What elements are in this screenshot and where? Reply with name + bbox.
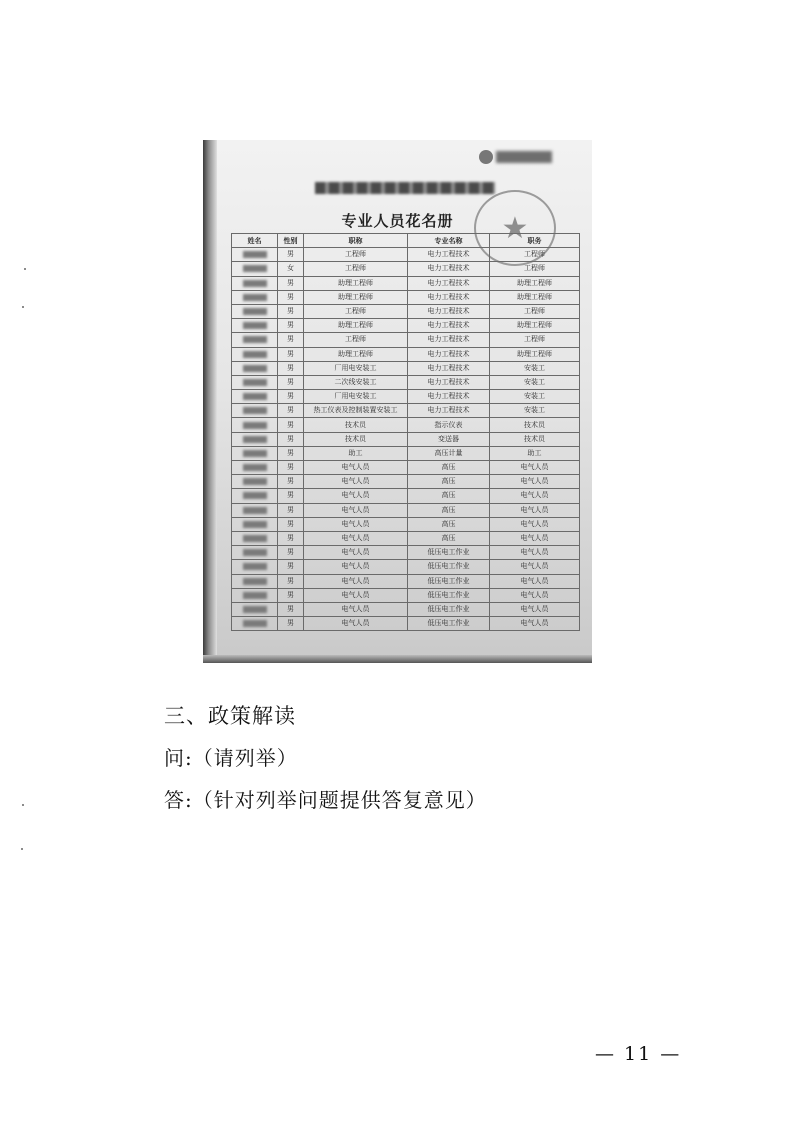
cell-gender: 男 [278,617,304,631]
cell-major: 电力工程技术 [408,375,490,389]
cell-post: 安装工 [490,375,580,389]
cell-gender: 男 [278,588,304,602]
cell-post: 安装工 [490,361,580,375]
company-seal-star-icon: ★ [474,190,556,266]
cell-major: 电力工程技术 [408,390,490,404]
table-row [232,517,580,531]
scan-speck [21,848,23,850]
cell-gender: 男 [278,333,304,347]
cell-post: 工程师 [490,248,580,262]
table-row [232,304,580,318]
scan-speck [22,804,24,806]
cell-gender: 男 [278,432,304,446]
cell-gender: 男 [278,560,304,574]
cell-gender: 男 [278,517,304,531]
cell-title: 工程师 [304,304,408,318]
answer-line: 答:（针对列举问题提供答复意见） [164,788,487,812]
cell-name-redacted [232,446,278,460]
cell-gender: 男 [278,248,304,262]
cell-post: 电气人员 [490,617,580,631]
cell-title: 工程师 [304,333,408,347]
cell-name-redacted [232,489,278,503]
cell-major: 高压 [408,531,490,545]
roster-photo [203,140,592,663]
cell-name-redacted [232,517,278,531]
scan-speck [22,306,24,308]
cell-title: 助理工程师 [304,347,408,361]
cell-major: 低压电工作业 [408,617,490,631]
cell-name-redacted [232,304,278,318]
roster-body [232,248,580,631]
table-row [232,404,580,418]
cell-title: 厂用电安装工 [304,390,408,404]
cell-post: 电气人员 [490,461,580,475]
table-row [232,588,580,602]
cell-gender: 男 [278,319,304,333]
cell-gender: 男 [278,304,304,318]
table-row [232,432,580,446]
logo-text-redacted [496,151,552,163]
cell-name-redacted [232,276,278,290]
section-heading: 三、政策解读 [164,704,296,728]
roster-title: 专业人员花名册 [341,212,454,230]
cell-title: 电气人员 [304,574,408,588]
cell-gender: 男 [278,503,304,517]
cell-post: 电气人员 [490,588,580,602]
cell-post: 技术员 [490,418,580,432]
cell-title: 技术员 [304,432,408,446]
cell-post: 安装工 [490,390,580,404]
cell-post: 助理工程师 [490,347,580,361]
cell-major: 电力工程技术 [408,319,490,333]
table-row [232,375,580,389]
cell-major: 高压 [408,489,490,503]
header-major: 专业名称 [408,234,490,248]
roster-header-row [232,234,580,248]
cell-major: 电力工程技术 [408,333,490,347]
cell-name-redacted [232,432,278,446]
cell-gender: 男 [278,276,304,290]
logo-mark-icon [479,150,493,164]
cell-gender: 男 [278,574,304,588]
cell-gender: 男 [278,489,304,503]
cell-title: 助理工程师 [304,319,408,333]
cell-title: 电气人员 [304,489,408,503]
cell-name-redacted [232,574,278,588]
cell-title: 电气人员 [304,617,408,631]
cell-post: 电气人员 [490,503,580,517]
cell-gender: 男 [278,375,304,389]
cell-title: 电气人员 [304,602,408,616]
cell-name-redacted [232,248,278,262]
cell-name-redacted [232,531,278,545]
cell-major: 低压电工作业 [408,574,490,588]
cell-gender: 男 [278,361,304,375]
cell-post: 电气人员 [490,475,580,489]
cell-gender: 男 [278,390,304,404]
cell-name-redacted [232,262,278,276]
cell-title: 助理工程师 [304,290,408,304]
cell-title: 电气人员 [304,531,408,545]
cell-title: 电气人员 [304,560,408,574]
cell-major: 高压 [408,461,490,475]
cell-name-redacted [232,347,278,361]
table-row [232,290,580,304]
cell-title: 电气人员 [304,461,408,475]
table-row [232,461,580,475]
cell-major: 高压 [408,517,490,531]
cell-major: 变送器 [408,432,490,446]
cell-name-redacted [232,461,278,475]
header-name: 姓名 [232,234,278,248]
cell-major: 电力工程技术 [408,262,490,276]
question-line: 问:（请列举） [164,746,298,770]
company-name-redacted [315,182,495,194]
table-row [232,390,580,404]
cell-post: 电气人员 [490,546,580,560]
page-number: — 11 — [595,1043,682,1065]
cell-name-redacted [232,404,278,418]
table-row [232,333,580,347]
cell-post: 工程师 [490,304,580,318]
cell-major: 低压电工作业 [408,560,490,574]
cell-major: 电力工程技术 [408,304,490,318]
cell-post: 工程师 [490,333,580,347]
cell-gender: 男 [278,602,304,616]
cell-name-redacted [232,546,278,560]
cell-major: 电力工程技术 [408,276,490,290]
cell-major: 电力工程技术 [408,347,490,361]
scan-speck [24,268,26,270]
table-row [232,276,580,290]
cell-post: 电气人员 [490,531,580,545]
cell-major: 高压 [408,475,490,489]
cell-post: 电气人员 [490,574,580,588]
cell-gender: 男 [278,531,304,545]
cell-title: 助工 [304,446,408,460]
cell-title: 工程师 [304,262,408,276]
table-row [232,602,580,616]
cell-gender: 男 [278,446,304,460]
table-row [232,475,580,489]
table-row [232,347,580,361]
cell-title: 电气人员 [304,503,408,517]
cell-post: 工程师 [490,262,580,276]
cell-title: 技术员 [304,418,408,432]
table-row [232,319,580,333]
cell-name-redacted [232,560,278,574]
cell-major: 电力工程技术 [408,248,490,262]
cell-name-redacted [232,375,278,389]
cell-title: 电气人员 [304,588,408,602]
table-row [232,560,580,574]
cell-name-redacted [232,602,278,616]
cell-major: 电力工程技术 [408,290,490,304]
cell-gender: 男 [278,461,304,475]
cell-major: 高压 [408,503,490,517]
header-gender: 性别 [278,234,304,248]
cell-post: 电气人员 [490,489,580,503]
cell-major: 电力工程技术 [408,361,490,375]
cell-major: 电力工程技术 [408,404,490,418]
cell-name-redacted [232,390,278,404]
table-row [232,361,580,375]
table-row [232,617,580,631]
header-post: 职务 [490,234,580,248]
cell-name-redacted [232,475,278,489]
cell-name-redacted [232,361,278,375]
table-row [232,531,580,545]
cell-title: 工程师 [304,248,408,262]
cell-gender: 男 [278,404,304,418]
cell-name-redacted [232,319,278,333]
cell-major: 指示仪表 [408,418,490,432]
table-row [232,546,580,560]
cell-title: 助理工程师 [304,276,408,290]
cell-title: 厂用电安装工 [304,361,408,375]
cell-title: 电气人员 [304,517,408,531]
cell-major: 低压电工作业 [408,588,490,602]
cell-major: 高压计量 [408,446,490,460]
cell-gender: 男 [278,347,304,361]
table-row [232,248,580,262]
cell-post: 电气人员 [490,602,580,616]
header-title: 职称 [304,234,408,248]
cell-major: 低压电工作业 [408,602,490,616]
cell-name-redacted [232,418,278,432]
cell-post: 电气人员 [490,560,580,574]
cell-title: 电气人员 [304,475,408,489]
table-row [232,262,580,276]
table-row [232,418,580,432]
cell-post: 助理工程师 [490,319,580,333]
cell-post: 助工 [490,446,580,460]
cell-post: 助理工程师 [490,290,580,304]
cell-name-redacted [232,588,278,602]
company-logo [479,148,552,166]
cell-post: 电气人员 [490,517,580,531]
cell-name-redacted [232,290,278,304]
cell-gender: 男 [278,418,304,432]
cell-title: 电气人员 [304,546,408,560]
cell-post: 技术员 [490,432,580,446]
cell-post: 助理工程师 [490,276,580,290]
cell-gender: 男 [278,546,304,560]
cell-gender: 男 [278,475,304,489]
cell-post: 安装工 [490,404,580,418]
cell-major: 低压电工作业 [408,546,490,560]
table-row [232,489,580,503]
cell-gender: 男 [278,290,304,304]
cell-title: 二次线安装工 [304,375,408,389]
cell-title: 热工仪表及控制装置安装工 [304,404,408,418]
cell-name-redacted [232,617,278,631]
table-row [232,503,580,517]
cell-gender: 女 [278,262,304,276]
table-row [232,446,580,460]
table-row [232,574,580,588]
photo-bottom-shadow [203,655,592,663]
roster-table [231,233,580,631]
cell-name-redacted [232,333,278,347]
cell-name-redacted [232,503,278,517]
